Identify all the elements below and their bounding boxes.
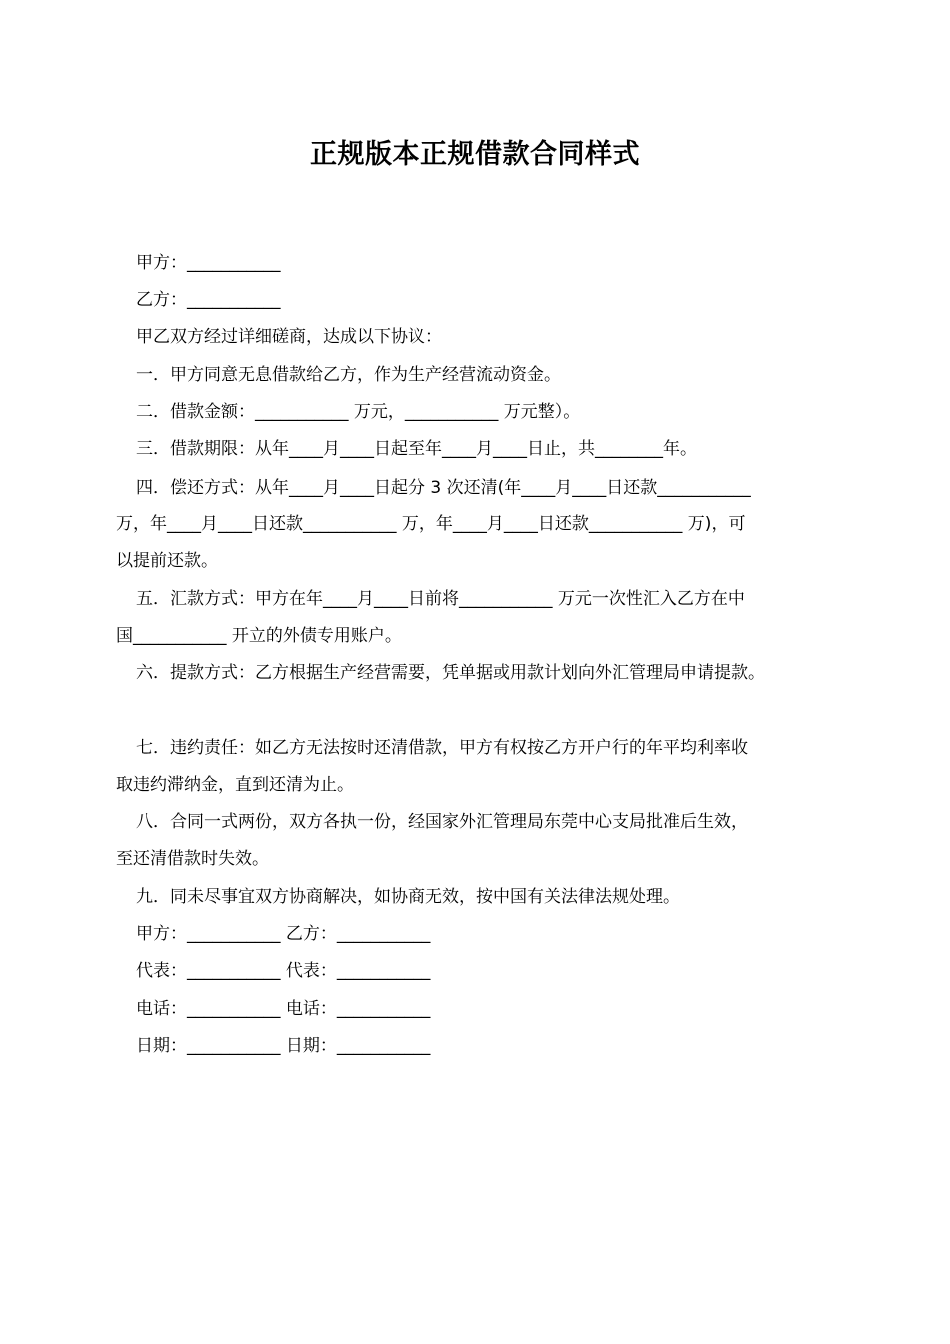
clause-4-line-3: 以提前还款。 [116,551,218,571]
party-b-line: 乙方：___________ [136,290,281,310]
clause-9: 九．同未尽事宜双方协商解决，如协商无效，按中国有关法律法规处理。 [136,887,680,907]
signature-date-line: 日期：___________ 日期：___________ [136,1036,431,1056]
signature-phone-line: 电话：___________ 电话：___________ [136,999,431,1019]
party-a-line: 甲方：___________ [136,253,281,273]
clause-4-line-1: 四．偿还方式：从年____月____日起分 3 次还清(年____月____日还款___________ [136,478,751,498]
clause-4-line-2: 万，年____月____日还款___________ 万，年____月____日还款___________ 万)，可 [116,514,746,534]
clause-8-line-2: 至还清借款时失效。 [116,849,269,869]
clause-7-line-1: 七．违约责任：如乙方无法按时还清借款，甲方有权按乙方开户行的年平均利率收 [136,738,748,758]
intro-line: 甲乙双方经过详细磋商，达成以下协议： [136,327,442,347]
clause-7-line-2: 取违约滞纳金，直到还清为止。 [116,775,354,795]
signature-representative-line: 代表：___________ 代表：___________ [136,961,431,981]
clause-5-line-1: 五．汇款方式：甲方在年____月____日前将___________ 万元一次性汇入乙方在中 [136,589,745,609]
clause-1: 一．甲方同意无息借款给乙方，作为生产经营流动资金。 [136,365,561,385]
clause-3: 三．借款期限：从年____月____日起至年____月____日止，共________年。 [136,439,697,459]
clause-6: 六．提款方式：乙方根据生产经营需要，凭单据或用款计划向外汇管理局申请提款。 [136,663,765,683]
signature-party-line: 甲方：___________ 乙方：___________ [136,924,431,944]
clause-5-line-2: 国___________ 开立的外债专用账户。 [116,626,402,646]
clause-2: 二．借款金额：___________ 万元，___________ 万元整）。 [136,402,581,422]
clause-8-line-1: 八．合同一式两份，双方各执一份，经国家外汇管理局东莞中心支局批准后生效， [136,812,748,832]
document-title: 正规版本正规借款合同样式 [310,139,640,170]
